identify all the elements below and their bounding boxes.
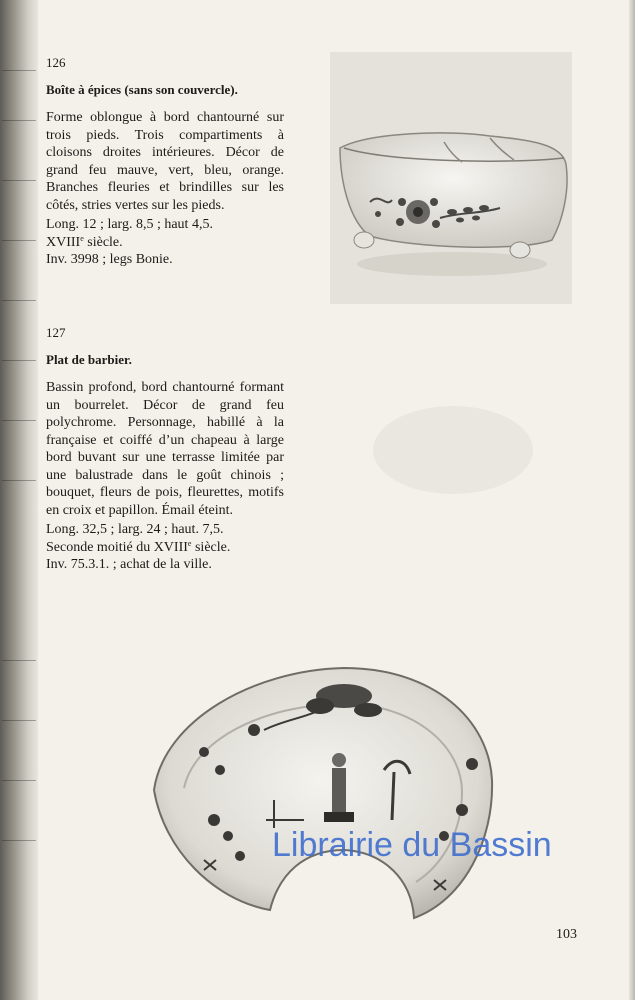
entry-century: XVIIIe siècle. <box>46 233 123 250</box>
barber-bowl-photo <box>144 660 504 925</box>
show-through-shape <box>368 392 538 502</box>
entry-dimensions: Long. 12 ; larg. 8,5 ; haut 4,5. <box>46 217 213 232</box>
spice-box-illustration <box>330 52 572 304</box>
spice-box-photo <box>330 52 572 304</box>
watermark-text: Librairie du Bassin <box>272 826 552 864</box>
entry-dimensions: Long. 32,5 ; larg. 24 ; haut. 7,5. <box>46 522 224 537</box>
entry-description: Bassin profond, bord chantourné formant un bourrelet. Décor de grand feu polychrome. Personnage, habillé à la française et coiffé d’un chapeau à large bord buvant sur une terrasse limitée par une balustrade dans le goût chinois ; bouquet, fleurs de pois, fleurettes, motifs en croix et papillon. Émail éteint. <box>46 380 284 518</box>
entry-127 <box>46 324 284 574</box>
entry-inventory: Inv. 75.3.1. ; achat de la ville. <box>46 557 212 572</box>
entry-description: Forme oblongue à bord chantourné sur trois pieds. Trois compartiments à cloisons droites intérieures. Décor de grand feu mauve, vert, bleu, orange. Branches fleuries et brindilles sur les côtés, stries vertes sur les pieds. <box>46 110 284 213</box>
page-number: 103 <box>556 927 577 942</box>
entry-number: 126 <box>46 55 66 70</box>
page-right-edge <box>629 0 635 1000</box>
entry-title: Boîte à épices (sans son couvercle). <box>46 81 238 97</box>
adjacent-page-edge <box>0 0 38 1000</box>
entry-number: 127 <box>46 325 66 340</box>
entry-126 <box>46 54 284 269</box>
show-through-text <box>108 600 111 615</box>
entry-inventory: Inv. 3998 ; legs Bonie. <box>46 252 173 267</box>
catalog-page <box>38 0 629 1000</box>
entry-title: Plat de barbier. <box>46 351 132 367</box>
entry-period: Seconde moitié du XVIIIe siècle. <box>46 538 231 555</box>
